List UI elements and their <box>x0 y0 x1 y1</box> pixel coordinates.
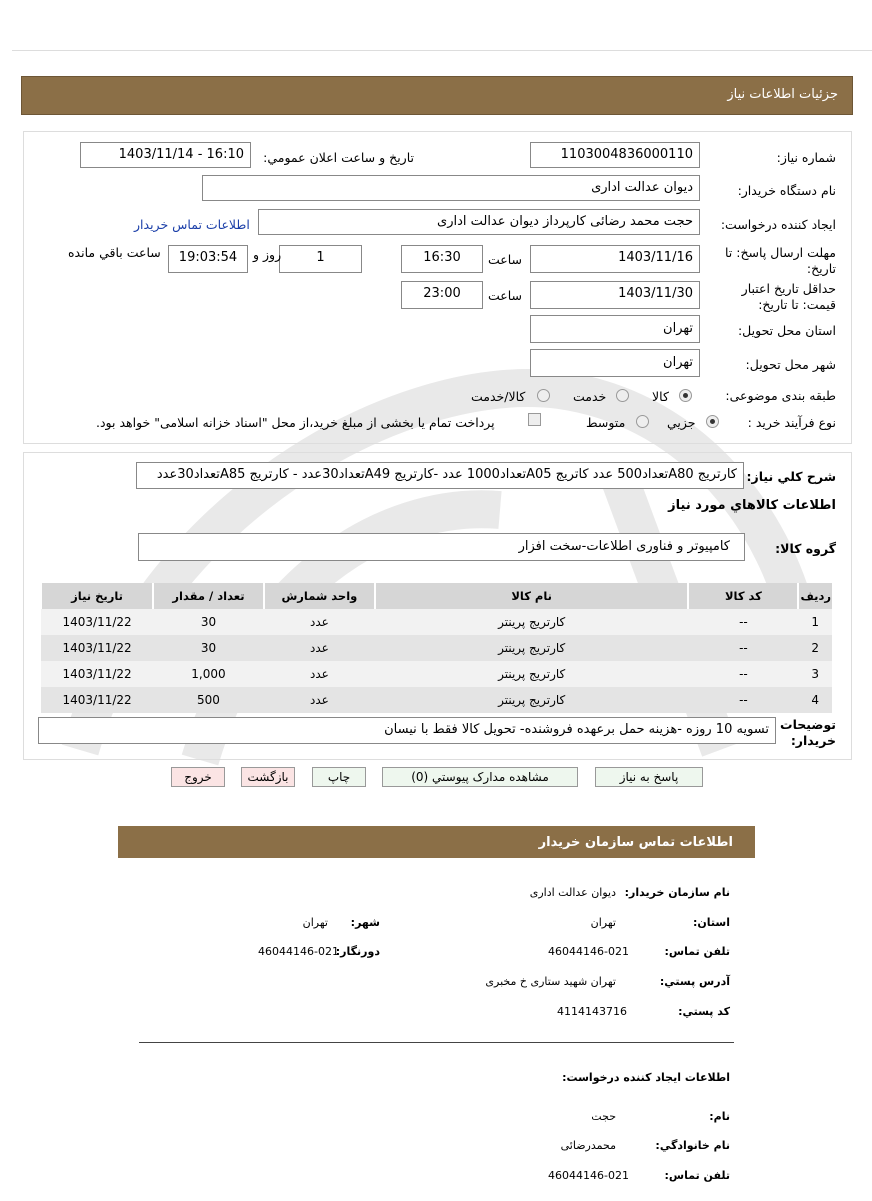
goods-quantity: 1,000 <box>153 661 264 687</box>
treasury-payment-note: پرداخت تمام یا بخشی از مبلغ خرید،از محل "اسناد خزانه اسلامی" خواهد بود. <box>96 415 495 430</box>
goods-unit: عدد <box>264 635 375 661</box>
col-quantity-header: تعداد / مقدار <box>153 583 264 609</box>
category-service-label: خدمت <box>573 389 607 404</box>
col-code-header: کد کالا <box>688 583 798 609</box>
process-medium-label: متوسط <box>586 415 626 430</box>
category-goods-service-radio[interactable] <box>537 389 550 402</box>
goods-quantity: 30 <box>153 635 264 661</box>
creator-name-value: حجت <box>591 1110 616 1123</box>
buyer-notes-label-line2: خریدار: <box>790 733 836 748</box>
summary-label: شرح کلي نیاز: <box>746 469 836 484</box>
goods-code: -- <box>688 609 798 635</box>
row-number: 3 <box>798 661 832 687</box>
time-remaining-field: 19:03:54 <box>168 245 248 273</box>
goods-unit: عدد <box>264 661 375 687</box>
col-unit-header: واحد شمارش <box>264 583 375 609</box>
contact-divider <box>139 1042 734 1043</box>
purchase-process-label: نوع فرآیند خرید : <box>747 415 836 430</box>
page-title: جزئیات اطلاعات نیاز <box>727 87 838 102</box>
creator-name-label: نام: <box>709 1110 730 1123</box>
category-label: طبقه بندی موضوعی: <box>725 388 836 403</box>
row-number: 4 <box>798 687 832 713</box>
creator-family-value: محمدرضائی <box>560 1139 616 1152</box>
deadline-label-line2: تاریخ: <box>806 261 836 276</box>
delivery-province-field: تهران <box>530 315 700 343</box>
announce-datetime-field: 1403/11/14 - 16:10 <box>80 142 251 168</box>
contact-phone-value: 46044146-021 <box>548 945 629 958</box>
treasury-payment-checkbox[interactable] <box>528 413 541 426</box>
goods-code: -- <box>688 687 798 713</box>
col-row-header: ردیف <box>798 583 832 609</box>
deadline-label-line1: مهلت ارسال پاسخ: تا <box>725 245 836 260</box>
need-number-label: شماره نیاز: <box>776 150 836 165</box>
validity-time-label: ساعت <box>488 288 523 303</box>
goods-name: کارتریج پرینتر <box>375 609 688 635</box>
deadline-date-field: 1403/11/16 <box>530 245 700 273</box>
col-date-header: تاریخ نیاز <box>41 583 153 609</box>
validity-date-field: 1403/11/30 <box>530 281 700 309</box>
goods-unit: عدد <box>264 609 375 635</box>
announce-datetime-label: تاریخ و ساعت اعلان عمومي: <box>263 150 414 165</box>
print-button[interactable]: چاپ <box>312 767 366 787</box>
deadline-time-field: 16:30 <box>401 245 483 273</box>
deadline-time-label: ساعت <box>488 252 523 267</box>
validity-label-line1: حداقل تاریخ اعتبار <box>741 281 836 296</box>
table-row <box>41 687 832 713</box>
goods-quantity: 500 <box>153 687 264 713</box>
goods-date: 1403/11/22 <box>41 661 153 687</box>
exit-button[interactable]: خروج <box>171 767 225 787</box>
category-goods-label: کالا <box>652 389 669 404</box>
buyer-contact-header <box>118 826 755 858</box>
contact-postal-value: 4114143716 <box>557 1005 627 1018</box>
days-remaining-field: 1 <box>279 245 362 273</box>
category-service-radio[interactable] <box>616 389 629 402</box>
buyer-org-field: دیوان عدالت اداری <box>202 175 700 201</box>
page-header-bar <box>21 76 853 115</box>
buyer-org-label: نام دستگاه خریدار: <box>737 183 836 198</box>
top-divider <box>12 50 872 51</box>
process-medium-radio[interactable] <box>636 415 649 428</box>
contact-province-label: استان: <box>693 916 730 929</box>
contact-province-value: تهران <box>590 916 616 929</box>
requester-field: حجت محمد رضائی کارپرداز دیوان عدالت اداری <box>258 209 700 235</box>
table-row <box>41 609 832 635</box>
row-number: 2 <box>798 635 832 661</box>
category-goods-service-label: کالا/خدمت <box>471 389 526 404</box>
buyer-contact-link[interactable]: اطلاعات تماس خریدار <box>134 217 250 232</box>
goods-date: 1403/11/22 <box>41 687 153 713</box>
creator-family-label: نام خانوادگي: <box>655 1139 730 1152</box>
contact-fax-value: 46044146-021 <box>258 945 339 958</box>
requester-label: ایجاد کننده درخواست: <box>720 217 836 232</box>
delivery-city-field: تهران <box>530 349 700 377</box>
contact-phone-label: تلفن تماس: <box>664 945 730 958</box>
reply-to-need-button[interactable]: پاسخ به نیاز <box>595 767 703 787</box>
contact-address-value: تهران شهید ستاری خ مخبری <box>485 975 616 988</box>
col-name-header: نام کالا <box>375 583 688 609</box>
process-minor-radio[interactable] <box>706 415 719 428</box>
goods-group-label: گروه کالا: <box>775 541 836 556</box>
goods-name: کارتریج پرینتر <box>375 635 688 661</box>
goods-code: -- <box>688 661 798 687</box>
goods-unit: عدد <box>264 687 375 713</box>
creator-info-title: اطلاعات ایجاد کننده درخواست: <box>562 1071 730 1084</box>
contact-city-label: شهر: <box>350 916 380 929</box>
view-attachments-button[interactable]: مشاهده مدارک پیوستي (0) <box>382 767 578 787</box>
buyer-notes-field: تسویه 10 روزه -هزینه حمل برعهده فروشنده- تحویل کالا فقط با نیسان <box>38 717 776 744</box>
need-number-field: 1103004836000110 <box>530 142 700 168</box>
goods-name: کارتریج پرینتر <box>375 661 688 687</box>
goods-date: 1403/11/22 <box>41 609 153 635</box>
row-number: 1 <box>798 609 832 635</box>
buyer-contact-title: اطلاعات تماس سازمان خریدار <box>538 835 733 850</box>
category-goods-radio[interactable] <box>679 389 692 402</box>
validity-label-line2: قیمت: تا تاریخ: <box>758 297 836 312</box>
validity-time-field: 23:00 <box>401 281 483 309</box>
creator-phone-label: تلفن تماس: <box>664 1169 730 1182</box>
contact-fax-label: دورنگار: <box>335 945 380 958</box>
table-row <box>41 661 832 687</box>
contact-city-value: تهران <box>302 916 328 929</box>
goods-code: -- <box>688 635 798 661</box>
contact-org-value: دیوان عدالت اداری <box>529 886 616 899</box>
days-label: روز و <box>253 247 282 262</box>
goods-table-header <box>41 583 832 609</box>
contact-postal-label: کد پستي: <box>678 1005 730 1018</box>
delivery-province-label: استان محل تحویل: <box>737 323 836 338</box>
process-minor-label: جزیي <box>667 415 696 430</box>
back-button[interactable]: بازگشت <box>241 767 295 787</box>
time-remaining-label: ساعت باقي مانده <box>68 245 161 260</box>
contact-address-label: آدرس پستي: <box>659 975 730 988</box>
summary-field: کارتریج A80تعداد500 عدد کاتریج A05تعداد1000 عدد -کارتریج A49تعداد30عدد - کارتریج A85تعداد30عدد <box>136 462 744 489</box>
buyer-notes-label-line1: توضیحات <box>780 717 836 732</box>
goods-group-field: کامپیوتر و فناوری اطلاعات-سخت افزار <box>138 533 745 561</box>
delivery-city-label: شهر محل تحویل: <box>745 357 836 372</box>
contact-org-label: نام سازمان خریدار: <box>624 886 730 899</box>
goods-name: کارتریج پرینتر <box>375 687 688 713</box>
goods-quantity: 30 <box>153 609 264 635</box>
table-row <box>41 635 832 661</box>
creator-phone-value: 46044146-021 <box>548 1169 629 1182</box>
goods-date: 1403/11/22 <box>41 635 153 661</box>
goods-table <box>40 583 832 713</box>
goods-info-title: اطلاعات کالاهاي مورد نیاز <box>668 498 836 513</box>
